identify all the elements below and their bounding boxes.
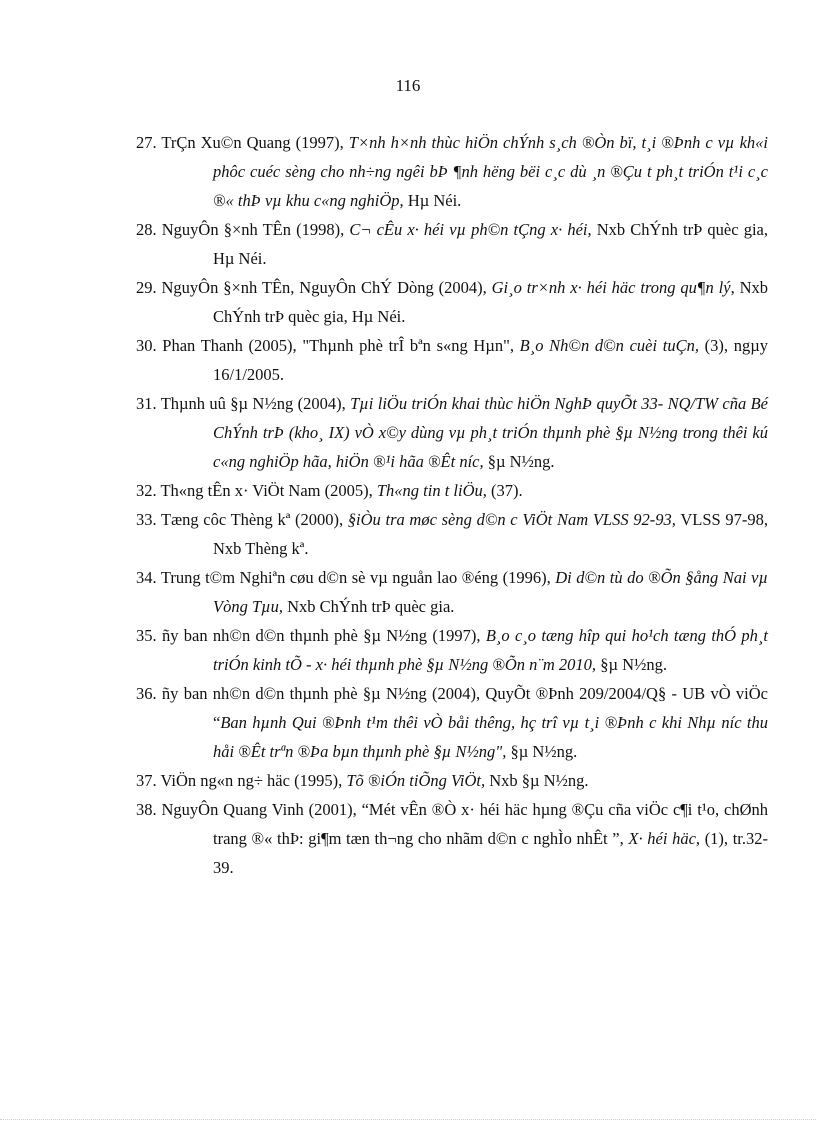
page-bottom-rule	[0, 1119, 816, 1120]
page-number: 116	[395, 76, 421, 95]
reference-authors: 37. ViÖn ng«n ng÷ häc (1995),	[136, 771, 347, 790]
reference-title: X· héi häc,	[628, 829, 701, 848]
reference-item	[136, 389, 768, 476]
reference-publication: (37).	[486, 481, 523, 500]
reference-authors: 28. NguyÔn §×nh TÊn (1998),	[136, 220, 350, 239]
reference-title: Gi¸o tr×nh x· héi häc trong qu¶n lý	[491, 278, 731, 297]
reference-title: Tõ ®iÓn tiÕng ViÖt,	[346, 771, 486, 790]
reference-item	[136, 621, 768, 679]
reference-authors: 30. Phan Thanh (2005), "Thµnh phè trÎ bªn s«ng Hµn",	[136, 336, 520, 355]
reference-item	[136, 563, 768, 621]
reference-item	[136, 273, 768, 331]
reference-title: B¸o c¸o tæng hîp qui ho¹ch tæng thÓ ph¸t triÓn kinh tÕ - x· héi thµnh phè §µ N½ng ®Õn n¨m 2010,	[213, 626, 768, 674]
reference-authors: 33. Tæng côc Thèng kª (2000),	[136, 510, 348, 529]
reference-authors: 31. Thµnh uû §µ N½ng (2004),	[136, 394, 351, 413]
reference-authors: 36. ñy ban nh©n d©n thµnh phè §µ N½ng (2004), QuyÕt ®Þnh 209/2004/Q§ - UB vÒ viÖc “	[136, 684, 768, 732]
reference-item	[136, 679, 768, 766]
reference-title: Th«ng tin t liÖu,	[376, 481, 487, 500]
reference-authors: 29. NguyÔn §×nh TÊn, NguyÔn ChÝ Dòng (2004),	[136, 278, 492, 297]
reference-item	[136, 505, 768, 563]
reference-title: Ban hµnh Qui ®Þnh t¹m thêi vÒ båi thêng, hç trî vµ t¸i ®Þnh c khi Nhµ níc thu håi ®Êt trªn ®Þa bµn thµnh phè §µ N½ng",	[213, 713, 768, 761]
reference-authors: 35. ñy ban nh©n d©n thµnh phè §µ N½ng (1997),	[136, 626, 486, 645]
reference-title: B¸o Nh©n d©n cuèi tuÇn,	[519, 336, 699, 355]
reference-item	[136, 795, 768, 882]
reference-publication: (1), tr.32-39.	[213, 829, 768, 877]
reference-title: §iÒu tra møc sèng d©n c ViÖt Nam VLSS 92-93,	[347, 510, 676, 529]
reference-publication: §µ N½ng.	[483, 452, 555, 471]
reference-item	[136, 215, 768, 273]
reference-list	[136, 128, 768, 882]
reference-publication: Nxb §µ N½ng.	[485, 771, 589, 790]
reference-authors: 27. TrÇn Xu©n Quang (1997),	[136, 133, 349, 152]
reference-title: C¬ cÊu x· héi vµ ph©n tÇng x· héi,	[349, 220, 592, 239]
reference-authors: 38. NguyÔn Quang Vinh (2001), “Mét vÊn ®Ò x· héi häc hµng ®Çu cña viÖc c¶i t¹o, chØnh trang ®« thÞ: gi¶m tæn th¬ng cho nhãm d©n c nghÌo nhÊt ”,	[136, 800, 768, 848]
reference-publication: §µ N½ng.	[506, 742, 578, 761]
reference-title: Di d©n tù do ®Õn §ång Nai vµ Vòng Tµu,	[213, 568, 768, 616]
reference-publication: §µ N½ng.	[596, 655, 667, 674]
reference-publication: (3), ngµy 16/1/2005.	[213, 336, 768, 384]
reference-authors: 34. Trung t©m Nghiªn cøu d©n sè vµ nguån lao ®éng (1996),	[136, 568, 556, 587]
reference-publication: VLSS 97-98, Nxb Thèng kª.	[213, 510, 768, 558]
reference-item	[136, 331, 768, 389]
reference-item	[136, 476, 768, 505]
reference-publication: Nxb ChÝnh trÞ quèc gia.	[283, 597, 455, 616]
reference-title: T×nh h×nh thùc hiÖn chÝnh s¸ch ®Òn bï, t¸i ®Þnh c vµ kh«i phôc cuéc sèng cho nh÷ng ngêi bÞ ¶nh hëng bëi c¸c dù ¸n ®Çu t ph¸t triÓn t¹i c¸c ®« thÞ vµ khu c«ng nghiÖp,	[213, 133, 769, 210]
reference-publication: , Nxb ChÝnh trÞ quèc gia, Hµ Néi.	[213, 278, 769, 326]
reference-item	[136, 128, 768, 215]
reference-publication: Hµ Néi.	[403, 191, 462, 210]
reference-title: Tµi liÖu triÓn khai thùc hiÖn NghÞ quyÕt 33- NQ/TW cña Bé ChÝnh trÞ (kho¸ IX) vÒ x©y dùng vµ ph¸t triÓn thµnh phè §µ N½ng trong thêi kú c«ng nghiÖp hãa, hiÖn ®¹i hãa ®Êt níc,	[213, 394, 769, 471]
reference-publication: Nxb ChÝnh trÞ quèc gia, Hµ Néi.	[213, 220, 768, 268]
reference-authors: 32. Th«ng tÊn x· ViÖt Nam (2005),	[136, 481, 377, 500]
reference-item	[136, 766, 768, 795]
